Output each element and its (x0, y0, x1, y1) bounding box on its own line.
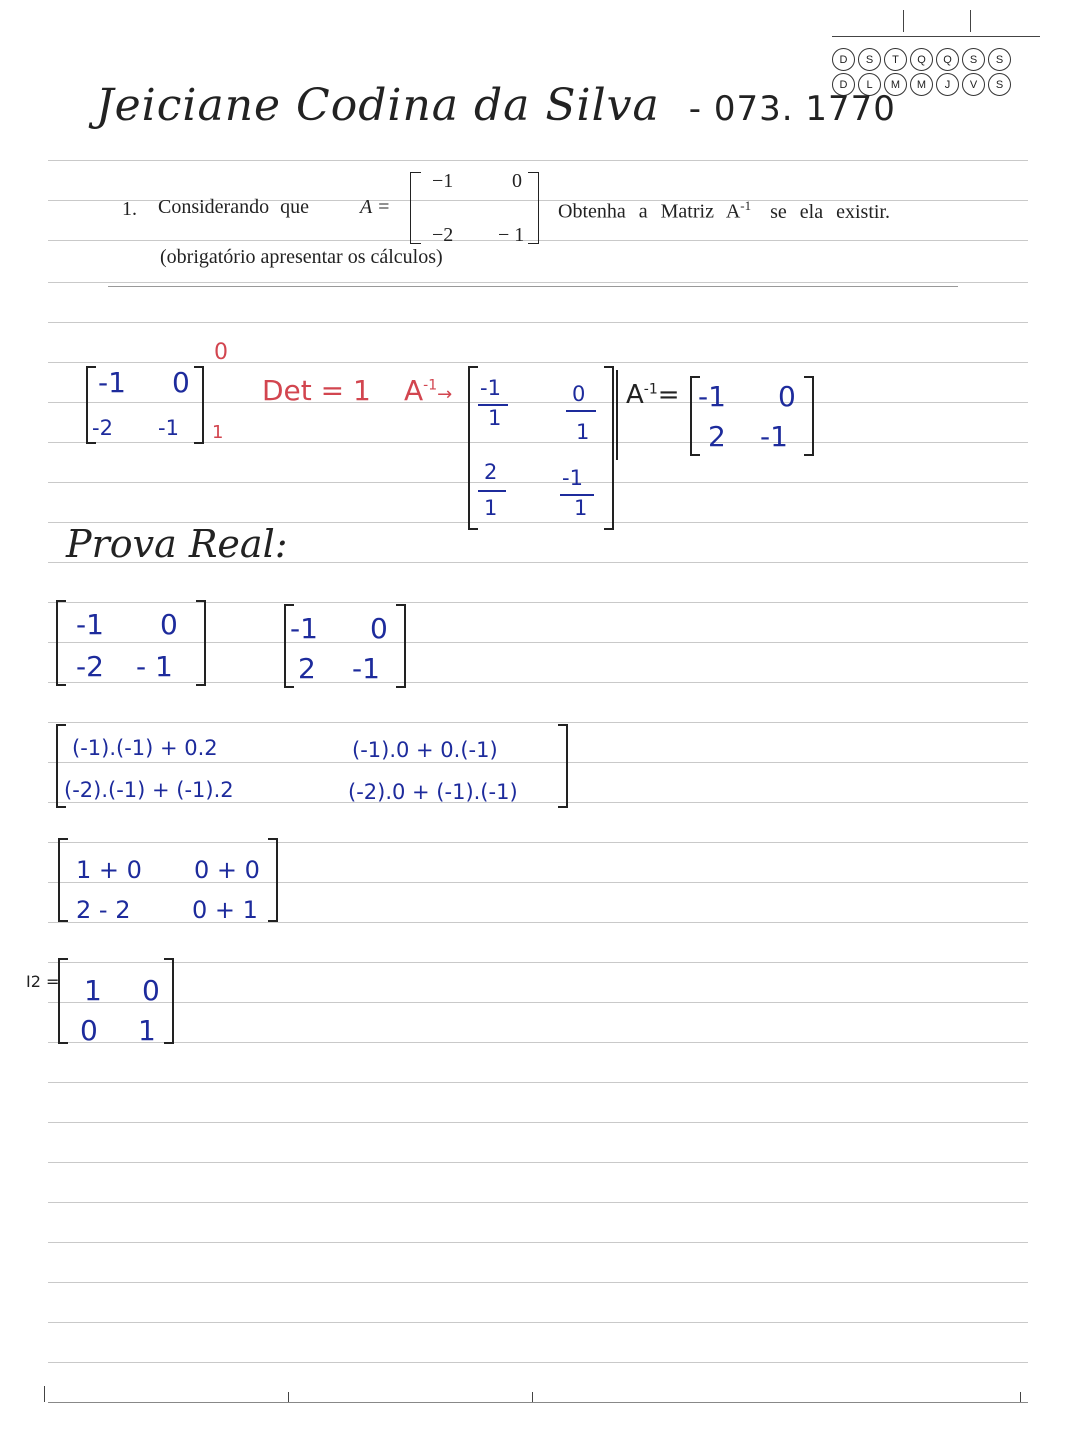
matrix-cell: -2 (92, 416, 113, 440)
result-eq: = (657, 380, 680, 410)
matrix-cell: -1 (290, 612, 318, 645)
frac-den: 1 (576, 420, 590, 444)
matrix-cell: 2 (298, 652, 316, 685)
matrix-cell: (-1).(-1) + 0.2 (72, 736, 218, 760)
weekday-circle: S (988, 73, 1011, 96)
matrix-cell: 2 - 2 (76, 896, 131, 924)
matrix-cell: -1 (698, 380, 726, 413)
weekday-circle: L (858, 73, 881, 96)
weekday-circle: Q (936, 48, 959, 71)
weekday-circle: S (962, 48, 985, 71)
matrix-cell: 0 + 0 (194, 856, 260, 884)
student-id: - 073. 1770 (688, 89, 896, 129)
result-label-text: A (626, 380, 644, 410)
student-name-text: Jeiciane Codina da Silva (96, 80, 660, 131)
weekday-circle: J (936, 73, 959, 96)
frac-num: 2 (484, 460, 498, 484)
matrix-cell: (-2).0 + (-1).(-1) (348, 780, 518, 804)
matrix-cell: 0 (512, 170, 522, 192)
inverse-arrow-sup: -1 (423, 377, 438, 394)
bracket-right (268, 838, 278, 922)
bracket-right (558, 724, 568, 808)
date-line (832, 36, 1040, 37)
weekday-circle: M (884, 73, 907, 96)
weekday-circle: D (832, 48, 855, 71)
matrix-cell: - 1 (136, 650, 173, 683)
frac-num: -1 (480, 376, 501, 400)
page-tick (288, 1392, 289, 1402)
inverse-arrow (404, 374, 452, 407)
result-label-sup: -1 (643, 381, 658, 398)
matrix-cell: 0 (80, 1014, 98, 1047)
page-tick (1020, 1392, 1021, 1402)
matrix-cell: −1 (432, 170, 454, 192)
weekday-circle: D (832, 73, 855, 96)
frac-num: 0 (572, 382, 586, 406)
bracket-right (164, 958, 174, 1044)
matrix-cell: -1 (98, 366, 126, 399)
date-tick (903, 10, 904, 32)
matrix-cell: −2 (432, 224, 454, 246)
bracket-left (58, 838, 68, 922)
instruction-text: Obtenha a Matriz A (558, 200, 741, 223)
bracket-left (468, 366, 478, 530)
identity-label: I2 = (26, 972, 60, 991)
frac-den: 1 (484, 496, 498, 520)
proof-title: Prova Real: (66, 522, 288, 566)
determinant: Det = 1 (262, 374, 371, 407)
instruction-sup: -1 (740, 198, 752, 213)
weekday-circle: S (858, 48, 881, 71)
frac-line (478, 490, 506, 492)
matrix-label: A = (360, 196, 391, 218)
frac-line (566, 410, 596, 412)
matrix-cell: 1 + 0 (76, 856, 142, 884)
matrix-cell: − 1 (498, 224, 525, 246)
page-tick (532, 1392, 533, 1402)
question-lead: Considerando que (158, 196, 309, 218)
frac-num: -1 (562, 466, 583, 490)
weekday-circle: T (884, 48, 907, 71)
matrix-cell: 0 (142, 974, 160, 1007)
matrix-cell: (-1).0 + 0.(-1) (352, 738, 498, 762)
date-tick (970, 10, 971, 32)
matrix-cell: 0 (160, 608, 178, 641)
matrix-cell: 0 + 1 (192, 896, 258, 924)
matrix-cell: -2 (76, 650, 104, 683)
matrix-bracket-left (410, 172, 421, 244)
question-instruction (558, 198, 890, 224)
matrix-cell: 0 (778, 380, 796, 413)
matrix-cell: 0 (370, 612, 388, 645)
matrix-cell: -1 (352, 652, 380, 685)
frac-den: 1 (574, 496, 588, 520)
bracket-right (396, 604, 406, 688)
matrix-cell: (-2).(-1) + (-1).2 (64, 778, 234, 802)
matrix-cell: 1 (138, 1014, 156, 1047)
student-name (96, 80, 896, 131)
matrix-cell: 0 (172, 366, 190, 399)
det-side-note: 1 (212, 422, 224, 443)
bracket-right (804, 376, 814, 456)
matrix-cell: 2 (708, 420, 726, 453)
matrix-cell: -1 (76, 608, 104, 641)
question-note: (obrigatório apresentar os cálculos) (160, 246, 443, 268)
matrix-cell: -1 (760, 420, 788, 453)
inverse-arrow-end: → (437, 384, 453, 405)
bracket-right (604, 366, 614, 530)
question-underline (108, 286, 958, 287)
result-label (626, 380, 680, 410)
divider-line (616, 370, 618, 460)
det-circle-note: 0 (214, 340, 228, 365)
inverse-arrow-label: A (404, 374, 424, 407)
weekday-circle: Q (910, 48, 933, 71)
weekday-circle: M (910, 73, 933, 96)
weekday-circle: S (988, 48, 1011, 71)
question-number: 1. (122, 198, 137, 220)
instruction-end: se ela existir. (770, 200, 890, 223)
page-tick (44, 1386, 45, 1402)
bracket-right (196, 600, 206, 686)
bracket-left (56, 600, 66, 686)
bracket-left (58, 958, 68, 1044)
weekday-circle: V (962, 73, 985, 96)
bracket-right (194, 366, 204, 444)
matrix-cell: -1 (158, 416, 179, 440)
matrix-cell: 1 (84, 974, 102, 1007)
matrix-bracket-right (528, 172, 539, 244)
frac-den: 1 (488, 406, 502, 430)
